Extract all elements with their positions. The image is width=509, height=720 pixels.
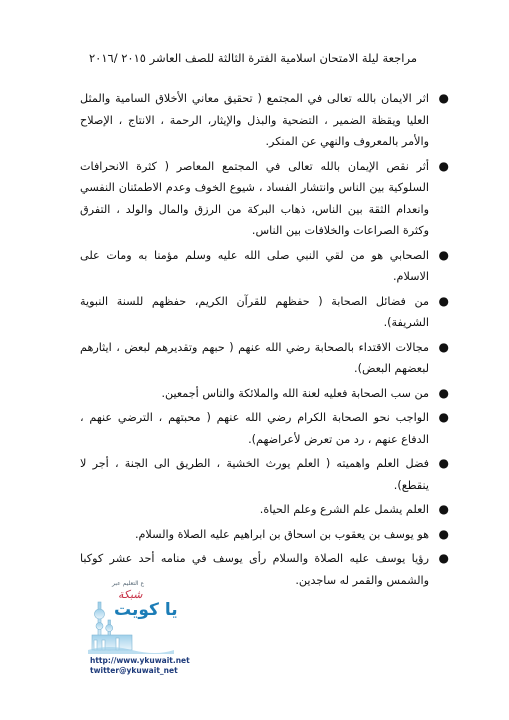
list-item: [80, 407, 449, 450]
bullet-icon: ●: [438, 293, 449, 308]
list-item: [80, 499, 449, 521]
logo-brand-small: شبكة: [118, 588, 143, 601]
list-item: [80, 383, 449, 405]
logo-brand: يا كويت: [114, 600, 178, 620]
list-item-text: رؤيا يوسف عليه الصلاة والسلام رأى يوسف في منامه أحد عشر كوكبا والشمس والقمر له ساجدين.: [80, 552, 429, 587]
watermark-logo: [88, 580, 190, 690]
list-item: [80, 88, 449, 153]
bullet-icon: ●: [438, 551, 449, 565]
list-item: [80, 453, 449, 496]
list-item-text: أثر نقص الإيمان بالله تعالى في المجتمع المعاصر ( كثرة الانحرافات السلوكية بين الناس وانتشار الفساد ، شيوع الخوف وعدم الاطمئنان النفسي وانعدام الثقة بين الناس، ذهاب البركة من الرزق والمال والولد ، التفرق وكثرة الصراعات والخلافات بين الناس.: [80, 159, 429, 237]
bullet-icon: ●: [438, 91, 449, 105]
list-item-text: من سب الصحابة فعليه لعنة الله والملائكة والناس أجمعين.: [161, 386, 429, 400]
list-item: [80, 245, 449, 288]
list-item-text: الواجب نحو الصحابة الكرام رضي الله عنهم ( محبتهم ، الترضي عنهم ، الدفاع عنهم ، رد من تعرض لأعراضهم).: [80, 411, 429, 446]
list-item-text: الصحابي هو من لقي النبي صلى الله عليه وسلم مؤمنا به ومات على الاسلام.: [80, 248, 429, 283]
list-item: [80, 524, 449, 546]
list-item: [80, 337, 449, 380]
list-item: [80, 291, 449, 334]
bullet-icon: ●: [438, 410, 449, 424]
list-item-text: فضل العلم واهميته ( العلم يورث الخشية ، الطريق الى الجنة ، أجر لا ينقطع).: [80, 457, 429, 492]
bullet-icon: ●: [438, 158, 449, 173]
list-item-text: من فضائل الصحابة ( حفظهم للقرآن الكريم، حفظهم للسنة النبوية الشريفة).: [80, 294, 429, 329]
list-item-text: العلم يشمل علم الشرع وعلم الحياة.: [259, 503, 429, 516]
review-list: [80, 88, 449, 594]
bullet-icon: ●: [438, 502, 449, 516]
list-item-text: هو يوسف بن يعقوب بن اسحاق بن ابراهيم عليه الصلاة والسلام.: [134, 527, 429, 541]
bullet-icon: ●: [438, 339, 449, 354]
bullet-icon: ●: [438, 385, 449, 400]
logo-handle: twitter@ykuwait_net: [90, 666, 178, 675]
logo-tagline: ع التعليم عبر: [112, 580, 145, 587]
bullet-icon: ●: [438, 526, 449, 541]
page-title: مراجعة ليلة الامتحان اسلامية الفترة الثالثة للصف العاشر ٢٠١٥ /٢٠١٦: [88, 51, 417, 65]
logo-url: http://www.ykuwait.net: [90, 656, 190, 665]
bullet-icon: ●: [438, 456, 449, 470]
bullet-icon: ●: [438, 247, 449, 262]
list-item-text: مجالات الاقتداء بالصحابة رضي الله عنهم ( حبهم وتقديرهم لبعض ، ايثارهم لبعضهم البعض).: [80, 340, 429, 375]
list-item-text: اثر الايمان بالله تعالى في المجتمع ( تحقيق معاني الأخلاق السامية والمثل العليا ويقظة الضمير ، التضحية والبذل والإيثار، الرحمة ، الانتاج ، الإصلاح والأمر بالمعروف والنهي عن المنكر.: [80, 92, 429, 148]
list-item: [80, 156, 449, 242]
